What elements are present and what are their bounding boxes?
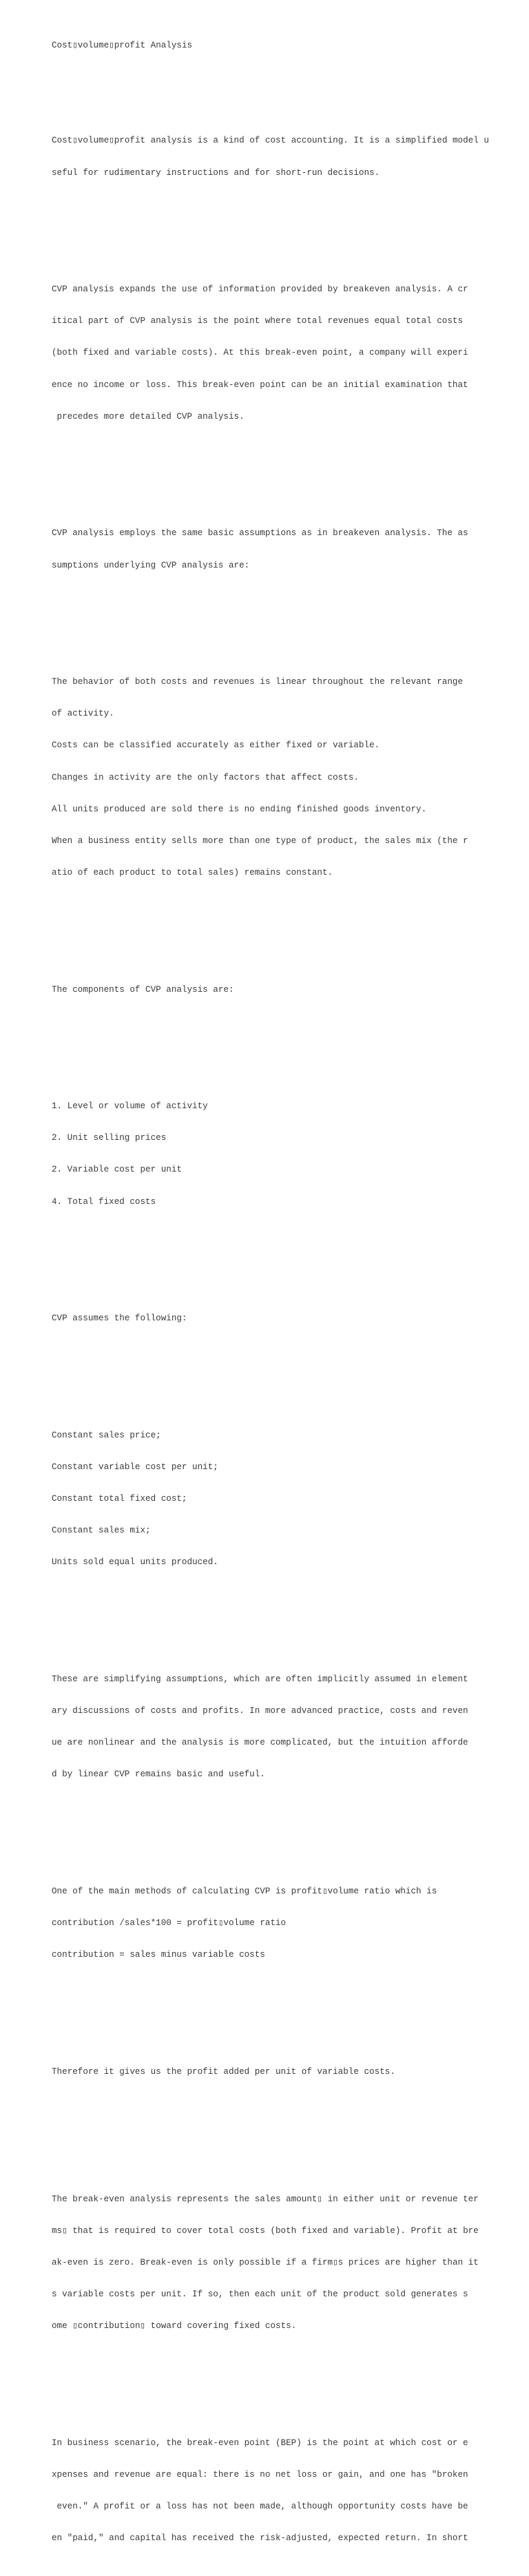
text-line: These are simplifying assumptions, which are often implicitly assumed in element <box>52 1674 468 1684</box>
text-line: CVP analysis expands the use of information provided by breakeven analysis. A cr <box>52 284 468 295</box>
paragraph-cvp-assumes <box>52 1292 506 1345</box>
list-item: of activity. <box>52 709 114 719</box>
text-line: contribution = sales minus variable costs <box>52 1950 265 1960</box>
assumptions-list <box>52 656 506 900</box>
list-item: Constant variable cost per unit; <box>52 1462 218 1472</box>
components-list <box>52 1080 506 1229</box>
list-item: Constant total fixed cost; <box>52 1493 187 1504</box>
text-line: ue are nonlinear and the analysis is more complicated, but the intuition afforde <box>52 1738 468 1748</box>
list-item: The behavior of both costs and revenues is linear throughout the relevant range <box>52 676 464 687</box>
paragraph-therefore <box>52 2046 506 2099</box>
text-line: xpenses and revenue are equal: there is no net loss or gain, and one has "broken <box>52 2469 468 2480</box>
text-line: even." A profit or a loss has not been made, although opportunity costs have be <box>52 2502 468 2512</box>
text-line: contribution /sales*100 = profit▯volume ratio <box>52 1918 287 1929</box>
text-line: ak-even is zero. Break-even is only possible if a firm▯s prices are higher than it <box>52 2257 479 2267</box>
text-line: ary discussions of costs and profits. In more advanced practice, costs and reven <box>52 1706 468 1716</box>
text-line: sumptions underlying CVP analysis are: <box>52 560 250 570</box>
paragraph-business-scenario <box>52 2417 506 2566</box>
paragraph-break-even-analysis <box>52 2173 506 2354</box>
text-line: Cost▯volume▯profit analysis is a kind of cost accounting. It is a simplified model u <box>52 136 489 146</box>
document-title: Cost▯volume▯profit Analysis <box>52 40 193 50</box>
list-item: 4. Total fixed costs <box>52 1196 156 1207</box>
text-line: s variable costs per unit. If so, then each unit of the product sold generates s <box>52 2289 468 2300</box>
text-line: d by linear CVP remains basic and useful. <box>52 1769 265 1780</box>
text-line: One of the main methods of calculating CVP is profit▯volume ratio which is <box>52 1886 437 1896</box>
text-line: ence no income or loss. This break-even point can be an initial examination that <box>52 380 468 390</box>
text-line: (both fixed and variable costs). At this break-even point, a company will experi <box>52 348 468 358</box>
constants-list <box>52 1409 506 1590</box>
text-line: itical part of CVP analysis is the point where total revenues equal total costs <box>52 316 464 326</box>
text-line: precedes more detailed CVP analysis. <box>52 411 245 422</box>
paragraph-intro <box>52 115 506 200</box>
list-item: Units sold equal units produced. <box>52 1557 218 1568</box>
text-line: seful for rudimentary instructions and for short-run decisions. <box>52 167 380 178</box>
text-line: CVP analysis employs the same basic assumptions as in breakeven analysis. The as <box>52 528 468 539</box>
paragraph-cvp-expands <box>52 263 506 444</box>
paragraph-simplifying <box>52 1653 506 1802</box>
list-item: 1. Level or volume of activity <box>52 1101 208 1112</box>
list-item: Constant sales mix; <box>52 1526 151 1536</box>
list-item: Costs can be classified accurately as either fixed or variable. <box>52 740 380 751</box>
text-line: The components of CVP analysis are: <box>52 984 234 995</box>
text-line: ms▯ that is required to cover total costs (both fixed and variable). Profit at bre <box>52 2225 479 2236</box>
document-body <box>52 19 506 2576</box>
text-line: ome ▯contribution▯ toward covering fixed costs. <box>52 2321 297 2331</box>
list-item: 2. Variable cost per unit <box>52 1165 182 1175</box>
paragraph-assumptions-intro <box>52 508 506 592</box>
text-line: CVP assumes the following: <box>52 1313 187 1324</box>
text-line: en "paid," and capital has received the risk-adjusted, expected return. In short <box>52 2533 468 2544</box>
paragraph-methods <box>52 1865 506 1982</box>
paragraph-components-heading <box>52 964 506 1017</box>
text-line: The break-even analysis represents the sales amount▯ in either unit or revenue ter <box>52 2194 479 2204</box>
list-item: 2. Unit selling prices <box>52 1133 167 1143</box>
text-line: Therefore it gives us the profit added per unit of variable costs. <box>52 2066 395 2077</box>
list-item: Changes in activity are the only factors that affect costs. <box>52 772 359 782</box>
list-item: Constant sales price; <box>52 1430 161 1440</box>
text-line: In business scenario, the break-even point (BEP) is the point at which cost or e <box>52 2438 468 2448</box>
list-item: atio of each product to total sales) remains constant. <box>52 868 333 878</box>
list-item: All units produced are sold there is no ending finished goods inventory. <box>52 804 427 814</box>
list-item: When a business entity sells more than one type of product, the sales mix (the r <box>52 835 468 846</box>
